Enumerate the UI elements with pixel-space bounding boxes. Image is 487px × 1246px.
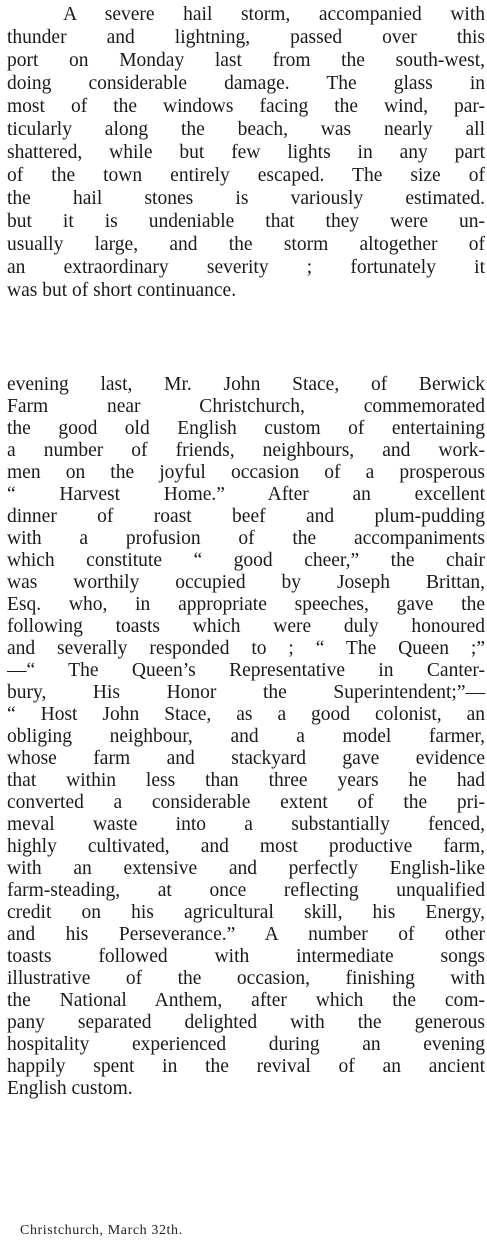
article-line: with a profusion of the accompaniments [7, 528, 485, 549]
article-line: “ Harvest Home.” After an excellent [7, 484, 485, 505]
article-heading-line [7, 352, 485, 374]
article-line: hospitality experienced during an evening [7, 1034, 485, 1055]
article-line: usually large, and the storm altogether of [7, 234, 485, 255]
article-line: men on the joyful occasion of a prosperous [7, 462, 485, 483]
article-line: “ Host John Stace, as a good colonist, an [7, 704, 485, 725]
article-line: and his Perseverance.” A number of other [7, 924, 485, 945]
article-line: bury, His Honor the Superintendent;”— [7, 682, 485, 703]
article-line: highly cultivated, and most productive farm, [7, 836, 485, 857]
article-line: most of the windows facing the wind, par- [7, 96, 485, 117]
article-line: a number of friends, neighbours, and work- [7, 440, 485, 461]
article-line: the good old English custom of entertaining [7, 418, 485, 439]
article-line: that within less than three years he had [7, 770, 485, 791]
article-line: happily spent in the revival of an ancient [7, 1056, 485, 1077]
dateline: Christchurch, March 32th. [20, 1223, 183, 1238]
article-line: with an extensive and perfectly English-like [7, 858, 485, 879]
article-line: an extraordinary severity ; fortunately it [7, 257, 485, 278]
article-line: —“ The Queen’s Representative in Canter- [7, 660, 485, 681]
article-line: converted a considerable extent of the pri- [7, 792, 485, 813]
article-line: toasts followed with intermediate songs [7, 946, 485, 967]
article-line: credit on his agricultural skill, his Energy, [7, 902, 485, 923]
article-line: pany separated delighted with the generous [7, 1012, 485, 1033]
article-line: port on Monday last from the south-west, [7, 50, 485, 71]
article-line: shattered, while but few lights in any part [7, 142, 485, 163]
article-line: but it is undeniable that they were un- [7, 211, 485, 232]
article-line: following toasts which were duly honoured [7, 616, 485, 637]
article-line: obliging neighbour, and a model farmer, [7, 726, 485, 747]
article-line: Esq. who, in appropriate speeches, gave the [7, 594, 485, 615]
article-line: meval waste into a substantially fenced, [7, 814, 485, 835]
article-line: was worthily occupied by Joseph Brittan, [7, 572, 485, 593]
article-line: dinner of roast beef and plum-pudding [7, 506, 485, 527]
article-line: Farm near Christchurch, commemorated [7, 396, 485, 417]
article-line: doing considerable damage. The glass in [7, 73, 485, 94]
article-line: the National Anthem, after which the com- [7, 990, 485, 1011]
article-line: A severe hail storm, accompanied with [7, 4, 485, 25]
article-line: the hail stones is variously estimated. [7, 188, 485, 209]
article-line: which constitute “ good cheer,” the chair [7, 550, 485, 571]
article-line: whose farm and stackyard gave evidence [7, 748, 485, 769]
article-line: thunder and lightning, passed over this [7, 27, 485, 48]
article-line: English custom. [7, 1078, 133, 1099]
article-line: and severally responded to ; “ The Queen ;” [7, 638, 485, 659]
article-line: was but of short continuance. [7, 280, 237, 301]
article-line: farm-steading, at once reflecting unqualified [7, 880, 485, 901]
article-line: evening last, Mr. John Stace, of Berwick [7, 374, 485, 395]
article-line: ticularly along the beach, was nearly all [7, 119, 485, 140]
article-line: illustrative of the occasion, finishing with [7, 968, 485, 989]
article-line: of the town entirely escaped. The size of [7, 165, 485, 186]
